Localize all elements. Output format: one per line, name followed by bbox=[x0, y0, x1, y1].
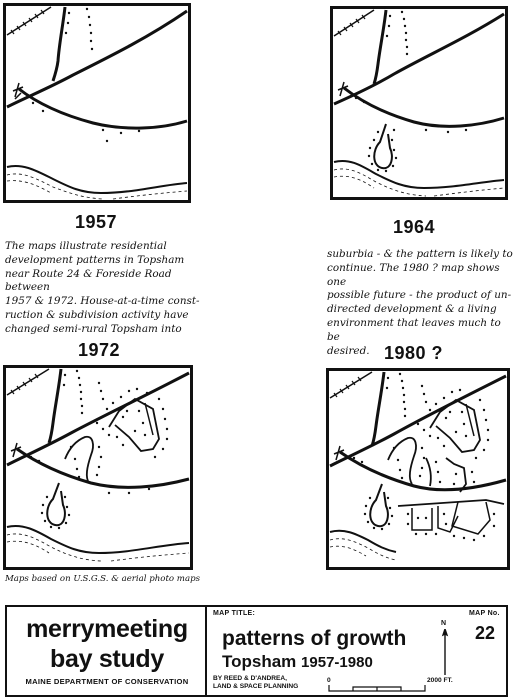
map-title-label: MAP TITLE: bbox=[213, 610, 256, 617]
map-number: 22 bbox=[475, 623, 496, 643]
map-title-years: 1957-1980 bbox=[301, 654, 373, 671]
scale-ruler-icon bbox=[327, 685, 427, 693]
author-credit: BY REED & D'ANDREA, LAND & SPACE PLANNING bbox=[213, 675, 299, 690]
map-1980 bbox=[326, 368, 510, 570]
north-arrow-icon bbox=[441, 629, 449, 675]
map-year-1972: 1972 bbox=[78, 340, 121, 360]
north-label: N bbox=[441, 620, 447, 627]
map-1964 bbox=[330, 6, 508, 200]
map-year-1964: 1964 bbox=[393, 217, 436, 237]
title-block bbox=[5, 605, 508, 697]
map-year-1980: 1980 ? bbox=[384, 343, 444, 363]
study-name-panel bbox=[7, 607, 207, 695]
description-left: The maps illustrate residential development patterns in Topsham near Route 24 & Foreside Road between 1957 & 1972. House-at-a-time const- ruction & subdivision activity have changed semi-rural Topsham into bbox=[5, 240, 200, 335]
department-name: MAINE DEPARTMENT OF CONSERVATION bbox=[25, 677, 189, 686]
map-1972 bbox=[3, 365, 193, 570]
map-title-line1: patterns of growth bbox=[222, 627, 407, 650]
map-title-place: Topsham bbox=[222, 652, 297, 671]
scale-end: 2000 FT. bbox=[427, 677, 453, 684]
scale-start: 0 bbox=[327, 677, 331, 684]
study-name-line2: bay study bbox=[50, 645, 164, 673]
map-source-credit: Maps based on U.S.G.S. & aerial photo maps bbox=[5, 574, 200, 584]
map-1957 bbox=[3, 3, 191, 203]
study-name-line1: merrymeeting bbox=[26, 615, 188, 643]
description-right: suburbia - & the pattern is likely to continue. The 1980 ? map shows one possible future - the product of un- directed development & a living environment that leaves much to be desired. bbox=[327, 248, 513, 357]
map-number-label: MAP No. bbox=[469, 610, 500, 617]
scale-bar bbox=[327, 677, 457, 693]
map-year-1957: 1957 bbox=[75, 212, 118, 232]
map-title-line2 bbox=[222, 652, 373, 672]
